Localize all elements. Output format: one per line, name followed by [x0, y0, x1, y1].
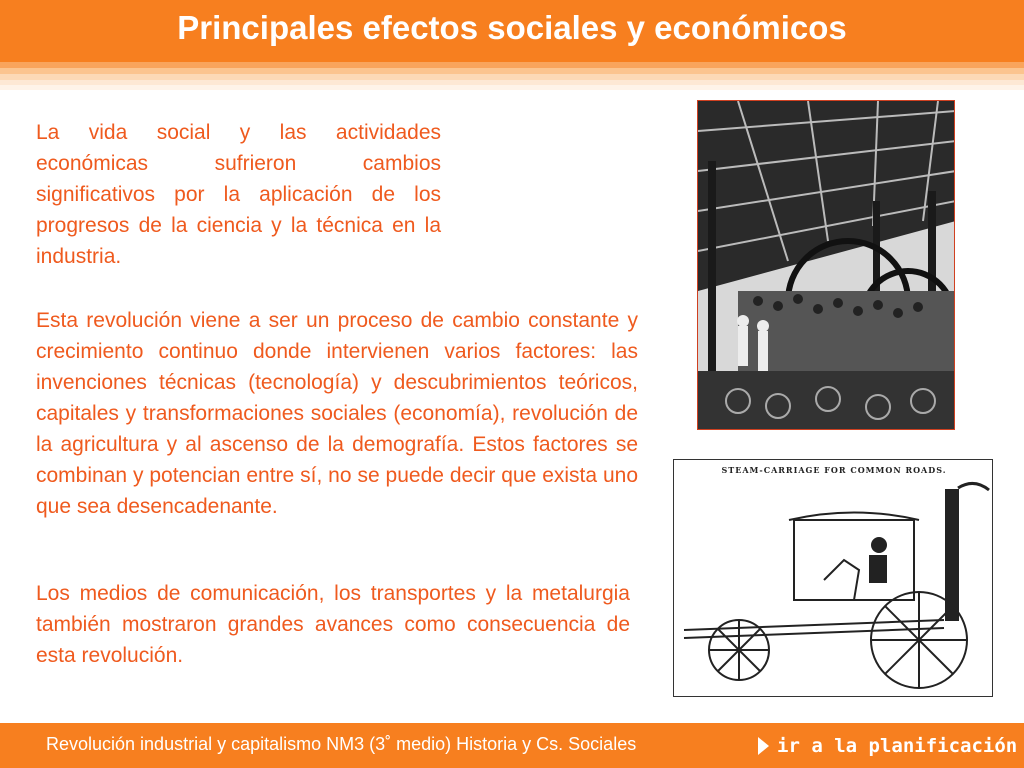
paragraph-social-life: La vida social y las actividades económicas sufrieron cambios significativos por la aplicación de los progresos de la ciencia y la técnica en la industria. [36, 121, 441, 268]
planning-link[interactable] [758, 730, 1017, 762]
steam-carriage-image [673, 459, 993, 697]
slide-title: Principales efectos sociales y económicos [177, 9, 847, 46]
paragraph-revolution-factors: Esta revolución viene a ser un proceso de cambio constante y crecimiento continuo donde intervienen varios factores: las invenciones técnicas (tecnología) y descubrimientos teóricos, capitales y transformaciones sociales (economía), revolución de la agricultura y al ascenso de la demografía. Estos factores se combinan y potencian entre sí, no se puede decir que exista uno que sea desencadenante. [36, 309, 638, 518]
header-stripe [0, 85, 1024, 90]
footer-bar [0, 723, 1024, 768]
planning-link-label: ir a la planificación [777, 735, 1018, 757]
arrow-right-icon [758, 737, 769, 755]
title-bar [0, 0, 1024, 62]
factory-engraving-image [697, 100, 955, 430]
steam-carriage-illustration [674, 460, 993, 697]
factory-illustration [698, 101, 955, 430]
footer-course-info: Revolución industrial y capitalismo NM3 (3˚ medio) Historia y Cs. Sociales [46, 734, 637, 754]
steam-carriage-caption: STEAM-CARRIAGE FOR COMMON ROADS. [721, 465, 947, 475]
paragraph-communication-transport: Los medios de comunicación, los transportes y la metalurgia también mostraron grandes avances como consecuencia de esta revolución. [36, 582, 630, 667]
